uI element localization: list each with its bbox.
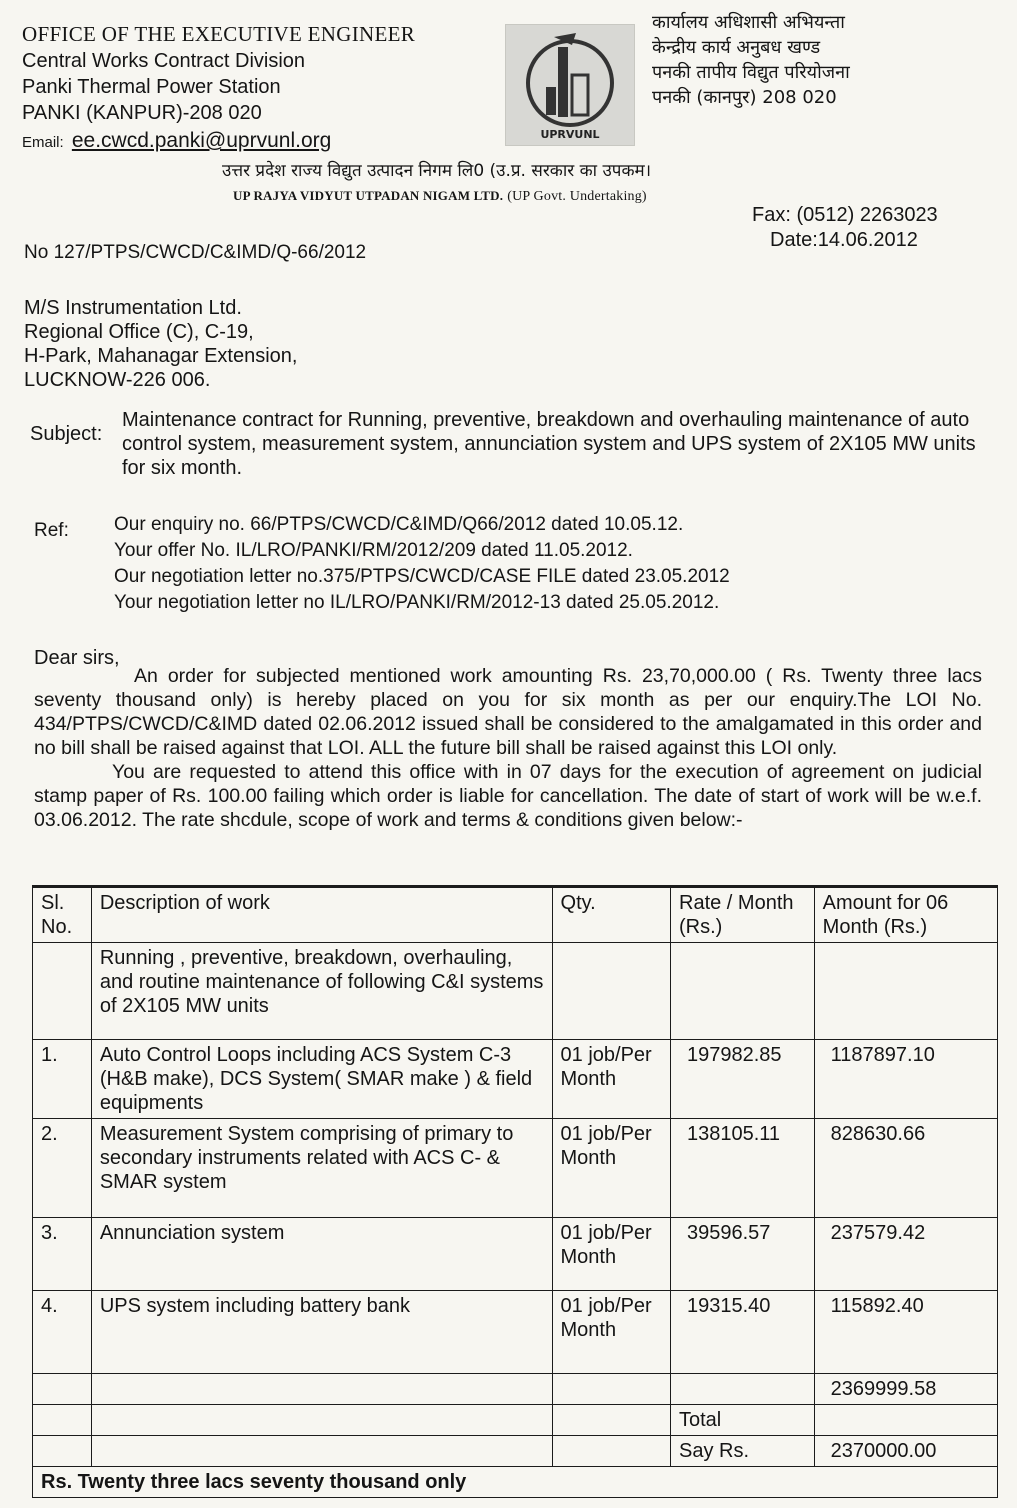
table-row (33, 1119, 998, 1218)
subtotal-row (33, 1374, 998, 1405)
row-amount: 237579.42 (814, 1218, 997, 1291)
body-paragraph-1: An order for subjected mentioned work amounting Rs. 23,70,000.00 ( Rs. Twenty three lacs seventy thousand only) is hereby placed on you for six month as per our enquiry.The LOI No. 434/PTPS/CWCD/C&IMD dated 02.06.2012 issued shall be considered to the amalgamated in this order and no bill shall be raised against that LOI. ALL the future bill shall be raised against this LOI only. (34, 665, 982, 759)
company-logo (505, 24, 635, 146)
govt-undertaking: (UP Govt. Undertaking) (507, 189, 647, 204)
row-rate: 197982.85 (671, 1040, 815, 1119)
letterhead-hindi (652, 10, 992, 110)
header-amount: Amount for 06 Month (Rs.) (814, 887, 997, 943)
city-line: PANKI (KANPUR)-208 020 (22, 102, 262, 124)
subtotal-amount: 2369999.58 (814, 1374, 997, 1405)
say-amount: 2370000.00 (814, 1436, 997, 1467)
row-sl: 3. (33, 1218, 92, 1291)
hindi-line-2: केन्द्रीय कार्य अनुबध खण्ड (652, 37, 821, 58)
letter-date: Date:14.06.2012 (770, 229, 918, 251)
total-label: Total (671, 1405, 815, 1436)
body-paragraph-2: You are requested to attend this office with in 07 days for the execution of agreement on judicial stamp paper of Rs. 100.00 failing which order is liable for cancellation. The date of start of work will be w.e.f. 03.06.2012. The rate shcdule, scope of work and terms & conditions given below:- (34, 761, 982, 831)
letterhead-english (22, 22, 492, 153)
email-line (22, 129, 492, 153)
hindi-corporation-name: उत्तर प्रदेश राज्य विद्युत उत्पादन निगम लि0 (उ.प्र. सरकार का उपकम। (222, 161, 652, 181)
table-cell (91, 1374, 552, 1405)
row-amount: 115892.40 (814, 1291, 997, 1374)
letter-body (34, 664, 982, 832)
row-amount: 828630.66 (814, 1119, 997, 1218)
ref-line: Our negotiation letter no.375/PTPS/CWCD/CASE FILE dated 23.05.2012 (114, 566, 730, 587)
row-description: Measurement System comprising of primary to secondary instruments related with ACS C- & SMAR system (91, 1119, 552, 1218)
intro-description: Running , preventive, breakdown, overhauling, and routine maintenance of following C&I systems of 2X105 MW units (91, 943, 552, 1040)
fax-number: Fax: (0512) 2263023 (752, 204, 938, 226)
say-label: Say Rs. (671, 1436, 815, 1467)
table-cell (552, 943, 670, 1040)
logo-text: UPRVUNL (540, 128, 600, 141)
hindi-line-3: पनकी तापीय विद्युत परियोजना (652, 62, 850, 83)
office-title: OFFICE OF THE EXECUTIVE ENGINEER (22, 22, 416, 46)
row-qty: 01 job/Per Month (552, 1119, 670, 1218)
corporation-name: UP RAJYA VIDYUT UTPADAN NIGAM LTD. (233, 188, 504, 203)
subject-text: Maintenance contract for Running, preventive, breakdown and overhauling maintenance of auto control system, measurement system, annunciation system and UPS system of 2X105 MW units for six month. (122, 409, 976, 479)
table-cell (91, 1405, 552, 1436)
table-cell (552, 1374, 670, 1405)
rate-schedule-table (32, 885, 998, 1498)
station-name: Panki Thermal Power Station (22, 76, 281, 98)
row-description: Annunciation system (91, 1218, 552, 1291)
addressee-block (24, 296, 297, 392)
table-cell (91, 1436, 552, 1467)
row-qty: 01 job/Per Month (552, 1040, 670, 1119)
say-row (33, 1436, 998, 1467)
header-rate: Rate / Month (Rs.) (671, 887, 815, 943)
header-qty: Qty. (552, 887, 670, 943)
table-cell (552, 1405, 670, 1436)
amount-in-words: Rs. Twenty three lacs seventy thousand only (33, 1467, 998, 1498)
addressee-line: LUCKNOW-226 006. (24, 369, 211, 391)
table-cell (552, 1436, 670, 1467)
table-cell (814, 943, 997, 1040)
table-cell (33, 1436, 92, 1467)
email-link[interactable]: ee.cwcd.panki@uprvunl.org (71, 129, 332, 152)
addressee-line: H-Park, Mahanagar Extension, (24, 345, 298, 367)
table-cell (814, 1405, 997, 1436)
salutation: Dear sirs, (34, 647, 120, 669)
row-qty: 01 job/Per Month (552, 1218, 670, 1291)
ref-label: Ref: (34, 520, 69, 541)
subject-label: Subject: (30, 423, 103, 445)
hindi-line-4: पनकी (कानपुर) 208 020 (652, 87, 837, 108)
row-sl: 4. (33, 1291, 92, 1374)
ref-line: Your offer No. IL/LRO/PANKI/RM/2012/209 dated 11.05.2012. (114, 540, 633, 561)
header-sl-no: Sl. No. (33, 887, 92, 943)
addressee-line: Regional Office (C), C-19, (24, 321, 254, 343)
table-cell (671, 1374, 815, 1405)
ref-line: Our enquiry no. 66/PTPS/CWCD/C&IMD/Q66/2012 dated 10.05.12. (114, 514, 684, 535)
header-description: Description of work (91, 887, 552, 943)
english-corporation-name (233, 188, 647, 205)
table-cell (33, 1374, 92, 1405)
table-header-row (33, 887, 998, 943)
row-rate: 19315.40 (671, 1291, 815, 1374)
row-rate: 138105.11 (671, 1119, 815, 1218)
table-cell (33, 1405, 92, 1436)
row-sl: 1. (33, 1040, 92, 1119)
table-row (33, 1218, 998, 1291)
row-rate: 39596.57 (671, 1218, 815, 1291)
table-cell (671, 943, 815, 1040)
hindi-line-1: कार्यालय अधिशासी अभियन्ता (652, 12, 845, 33)
table-row (33, 1291, 998, 1374)
reference-number: No 127/PTPS/CWCD/C&IMD/Q-66/2012 (24, 242, 367, 263)
row-amount: 1187897.10 (814, 1040, 997, 1119)
table-row (33, 943, 998, 1040)
addressee-line: M/S Instrumentation Ltd. (24, 297, 242, 319)
amount-in-words-row (33, 1467, 998, 1498)
table-cell (33, 943, 92, 1040)
row-qty: 01 job/Per Month (552, 1291, 670, 1374)
email-label: Email: (22, 134, 64, 151)
table-row (33, 1040, 998, 1119)
row-description: UPS system including battery bank (91, 1291, 552, 1374)
division-name: Central Works Contract Division (22, 50, 306, 72)
total-row (33, 1405, 998, 1436)
row-description: Auto Control Loops including ACS System C-3 (H&B make), DCS System( SMAR make ) & field equipments (91, 1040, 552, 1119)
row-sl: 2. (33, 1119, 92, 1218)
ref-line: Your negotiation letter no IL/LRO/PANKI/RM/2012-13 dated 25.05.2012. (114, 592, 720, 613)
